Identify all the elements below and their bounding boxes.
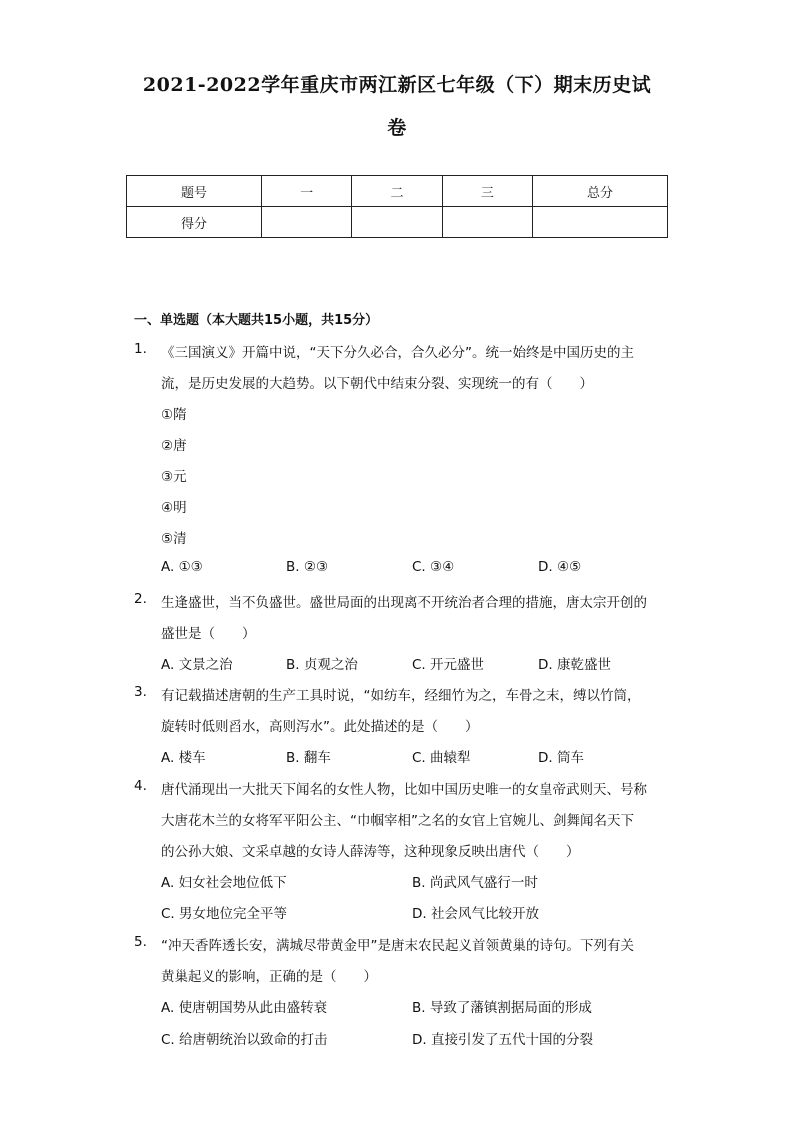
score-table-score-row	[127, 207, 668, 238]
option-a: A. 文景之治	[161, 657, 233, 673]
question-text: 《三国演义》开篇中说，“天下分久必合，合久必分”。统一始终是中国历史的主	[161, 345, 634, 361]
score-table-cell: 二	[352, 176, 442, 207]
question-number: 5.	[134, 934, 147, 950]
question-text: 有记载描述唐朝的生产工具时说，“如纺车，经细竹为之，车骨之末，缚以竹筒，	[161, 688, 641, 704]
question-number: 2.	[134, 591, 147, 607]
option-a: A. ①③	[161, 559, 203, 575]
score-table	[126, 175, 668, 238]
question-item: ③元	[161, 469, 187, 485]
score-table-cell	[261, 207, 351, 238]
option-b: B. 导致了藩镇割据局面的形成	[412, 1000, 592, 1016]
score-table-cell: 总分	[533, 176, 668, 207]
score-table-cell	[442, 207, 532, 238]
score-table-cell: 一	[261, 176, 351, 207]
option-c: C. 男女地位完全平等	[161, 906, 288, 922]
question-item: ⑤清	[161, 531, 187, 547]
question-text: 旋转时低则舀水，高则泻水”。此处描述的是（ ）	[161, 719, 479, 735]
question-number: 4.	[134, 778, 147, 794]
question-text: 流，是历史发展的大趋势。以下朝代中结束分裂、实现统一的有（ ）	[161, 376, 593, 392]
section-heading: 一、单选题（本大题共15小题，共15分）	[134, 313, 379, 328]
score-table-cell	[352, 207, 442, 238]
question-text: 唐代涌现出一大批天下闻名的女性人物，比如中国历史唯一的女皇帝武则天、号称	[161, 782, 647, 798]
exam-title-line2: 卷	[387, 117, 407, 139]
score-table-cell: 得分	[127, 207, 262, 238]
question-text: 的公孙大娘、文采卓越的女诗人薛涛等，这种现象反映出唐代（ ）	[161, 844, 580, 860]
option-d: D. 直接引发了五代十国的分裂	[412, 1032, 593, 1048]
question-number: 1.	[134, 341, 147, 357]
question-item: ②唐	[161, 438, 187, 454]
option-d: D. 筒车	[538, 750, 584, 766]
option-d: D. 康乾盛世	[538, 657, 611, 673]
option-d: D. 社会风气比较开放	[412, 906, 539, 922]
option-b: B. 尚武风气盛行一时	[412, 875, 538, 891]
score-table-cell: 三	[442, 176, 532, 207]
option-c: C. 给唐朝统治以致命的打击	[161, 1032, 328, 1048]
option-b: B. 贞观之治	[286, 657, 358, 673]
option-a: A. 妇女社会地位低下	[161, 875, 287, 891]
score-table-cell	[533, 207, 668, 238]
option-d: D. ④⑤	[538, 559, 582, 575]
score-table-cell: 题号	[127, 176, 262, 207]
option-c: C. 曲辕犁	[412, 750, 471, 766]
question-item: ①隋	[161, 407, 187, 423]
option-a: A. 使唐朝国势从此由盛转衰	[161, 1000, 328, 1016]
option-a: A. 楼车	[161, 750, 206, 766]
exam-title-line1: 2021-2022学年重庆市两江新区七年级（下）期末历史试	[142, 74, 652, 96]
question-text: “冲天香阵透长安，满城尽带黄金甲”是唐末农民起义首领黄巢的诗句。下列有关	[161, 938, 634, 954]
option-c: C. 开元盛世	[412, 657, 485, 673]
question-number: 3.	[134, 684, 147, 700]
question-text: 黄巢起义的影响，正确的是（ ）	[161, 969, 377, 985]
option-b: B. ②③	[286, 559, 329, 575]
option-c: C. ③④	[412, 559, 455, 575]
question-text: 盛世是（ ）	[161, 626, 256, 642]
question-text: 生逢盛世，当不负盛世。盛世局面的出现离不开统治者合理的措施，唐太宗开创的	[161, 595, 647, 611]
question-item: ④明	[161, 500, 187, 516]
score-table-header-row	[127, 176, 668, 207]
option-b: B. 翻车	[286, 750, 331, 766]
question-text: 大唐花木兰的女将军平阳公主、“巾帼宰相”之名的女官上官婉儿、剑舞闻名天下	[161, 813, 634, 829]
